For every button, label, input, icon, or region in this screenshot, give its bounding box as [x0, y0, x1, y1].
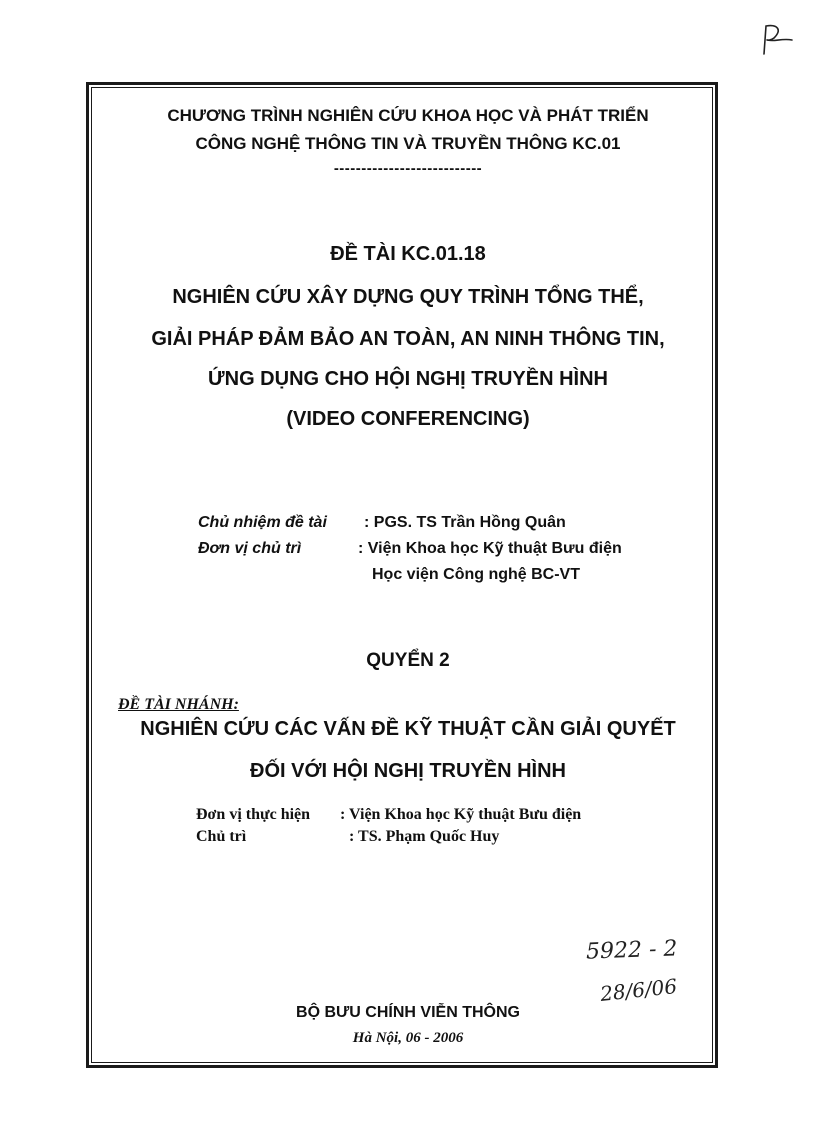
host-unit-label: Đơn vị chủ trì — [198, 540, 302, 557]
ministry-name: BỘ BƯU CHÍNH VIỄN THÔNG — [296, 1004, 520, 1021]
handwritten-date: 28/6/06 — [598, 974, 679, 1006]
project-lead-label: Chủ nhiệm đề tài — [198, 514, 327, 531]
chair-label: Chủ trì — [196, 828, 247, 845]
project-title-line1: NGHIÊN CỨU XÂY DỰNG QUY TRÌNH TỔNG THỂ, — [172, 286, 644, 308]
project-title-line3: ỨNG DỤNG CHO HỘI NGHỊ TRUYỀN HÌNH — [208, 368, 608, 390]
program-title-line1: CHƯƠNG TRÌNH NGHIÊN CỨU KHOA HỌC VÀ PHÁT TRIỂN — [167, 106, 649, 125]
handwritten-corner-mark — [756, 20, 796, 60]
project-title-line4: (VIDEO CONFERENCING) — [286, 408, 530, 430]
handwritten-number: 5922 - 2 — [585, 936, 678, 965]
chair-value: : TS. Phạm Quốc Huy — [349, 828, 500, 845]
branch-title-line1: NGHIÊN CỨU CÁC VẤN ĐỀ KỸ THUẬT CẦN GIẢI QUYẾT — [140, 718, 676, 740]
host-unit-value-line2: Học viện Công nghệ BC-VT — [372, 566, 580, 583]
project-lead-value: : PGS. TS Trần Hồng Quân — [364, 514, 566, 531]
project-code: ĐỀ TÀI KC.01.18 — [330, 243, 486, 265]
branch-title-line2: ĐỐI VỚI HỘI NGHỊ TRUYỀN HÌNH — [250, 760, 566, 782]
place-date: Hà Nội, 06 - 2006 — [352, 1030, 464, 1046]
volume-number: QUYỂN 2 — [366, 650, 450, 671]
executing-unit-label: Đơn vị thực hiện — [196, 806, 311, 823]
separator: --------------------------- — [333, 160, 483, 177]
program-title-line2: CÔNG NGHỆ THÔNG TIN VÀ TRUYỀN THÔNG KC.01 — [195, 134, 621, 153]
executing-unit-value: : Viện Khoa học Kỹ thuật Bưu điện — [340, 806, 582, 823]
branch-label: ĐỀ TÀI NHÁNH: — [118, 696, 239, 713]
host-unit-value-line1: : Viện Khoa học Kỹ thuật Bưu điện — [358, 540, 622, 557]
project-title-line2: GIẢI PHÁP ĐẢM BẢO AN TOÀN, AN NINH THÔNG TIN, — [151, 328, 665, 350]
